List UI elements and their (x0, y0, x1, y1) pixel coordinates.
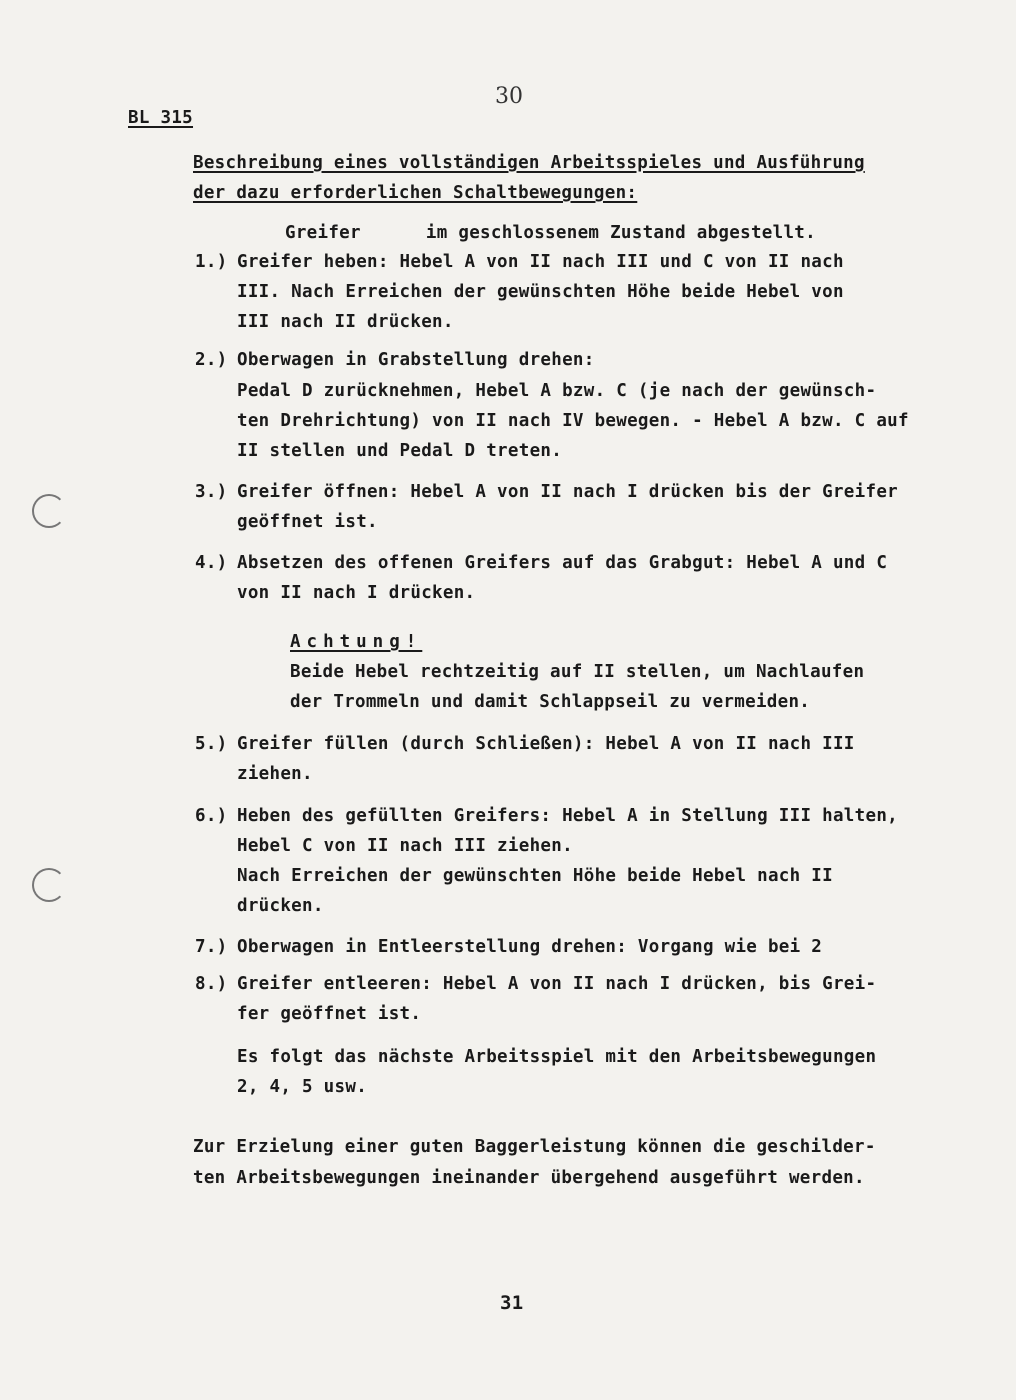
step-2-line: ten Drehrichtung) von II nach IV bewegen. - Hebel A bzw. C auf (237, 411, 909, 431)
page-number-top: 30 (495, 84, 523, 109)
step-8-line: fer geöffnet ist. (237, 1004, 422, 1024)
attention-title: Achtung! (290, 632, 423, 652)
heading-line-2: der dazu erforderlichen Schaltbewegungen: (193, 183, 638, 203)
punch-hole-top (32, 494, 66, 528)
step-6-line: Heben des gefüllten Greifers: Hebel A in Stellung III halten, (237, 806, 898, 826)
closing-line: ten Arbeitsbewegungen ineinander übergehend ausgeführt werden. (193, 1168, 865, 1188)
step-4-line: Absetzen des offenen Greifers auf das Grabgut: Hebel A und C (237, 553, 888, 573)
reference-label: BL 315 (128, 108, 194, 128)
punch-hole-bottom (32, 868, 66, 902)
next-cycle-line: Es folgt das nächste Arbeitsspiel mit den Arbeitsbewegungen (237, 1047, 877, 1067)
step-8-number: 8.) (195, 974, 228, 994)
page-number-bottom: 31 (500, 1292, 524, 1314)
step-2-line: Pedal D zurücknehmen, Hebel A bzw. C (je nach der gewünsch- (237, 381, 877, 401)
step-4-line: von II nach I drücken. (237, 583, 476, 603)
attention-line: Beide Hebel rechtzeitig auf II stellen, um Nachlaufen (290, 662, 865, 682)
step-3-number: 3.) (195, 482, 228, 502)
heading-line-1: Beschreibung eines vollständigen Arbeitsspieles und Ausführung (193, 153, 865, 173)
step-3-line: Greifer öffnen: Hebel A von II nach I drücken bis der Greifer (237, 482, 898, 502)
step-5-line: Greifer füllen (durch Schließen): Hebel A von II nach III (237, 734, 855, 754)
step-1-line: III nach II drücken. (237, 312, 454, 332)
step-6-number: 6.) (195, 806, 228, 826)
closing-line: Zur Erzielung einer guten Baggerleistung können die geschilder- (193, 1137, 876, 1157)
step-1-line: III. Nach Erreichen der gewünschten Höhe beide Hebel von (237, 282, 844, 302)
step-1-line: Greifer heben: Hebel A von II nach III und C von II nach (237, 252, 844, 272)
step-7-number: 7.) (195, 937, 228, 957)
step-2-line: II stellen und Pedal D treten. (237, 441, 563, 461)
step-8-line: Greifer entleeren: Hebel A von II nach I drücken, bis Grei- (237, 974, 877, 994)
step-6-line: drücken. (237, 896, 324, 916)
attention-line: der Trommeln und damit Schlappseil zu vermeiden. (290, 692, 811, 712)
step-7-line: Oberwagen in Entleerstellung drehen: Vorgang wie bei 2 (237, 937, 823, 957)
step-3-line: geöffnet ist. (237, 512, 378, 532)
step-2-number: 2.) (195, 350, 228, 370)
step-4-number: 4.) (195, 553, 228, 573)
step-6-line: Hebel C von II nach III ziehen. (237, 836, 573, 856)
intro-line: Greifer im geschlossenem Zustand abgestellt. (285, 223, 816, 243)
step-2-line: Oberwagen in Grabstellung drehen: (237, 350, 595, 370)
step-5-line: ziehen. (237, 764, 313, 784)
step-1-number: 1.) (195, 252, 228, 272)
step-6-line: Nach Erreichen der gewünschten Höhe beide Hebel nach II (237, 866, 833, 886)
next-cycle-line: 2, 4, 5 usw. (237, 1077, 368, 1097)
step-5-number: 5.) (195, 734, 228, 754)
